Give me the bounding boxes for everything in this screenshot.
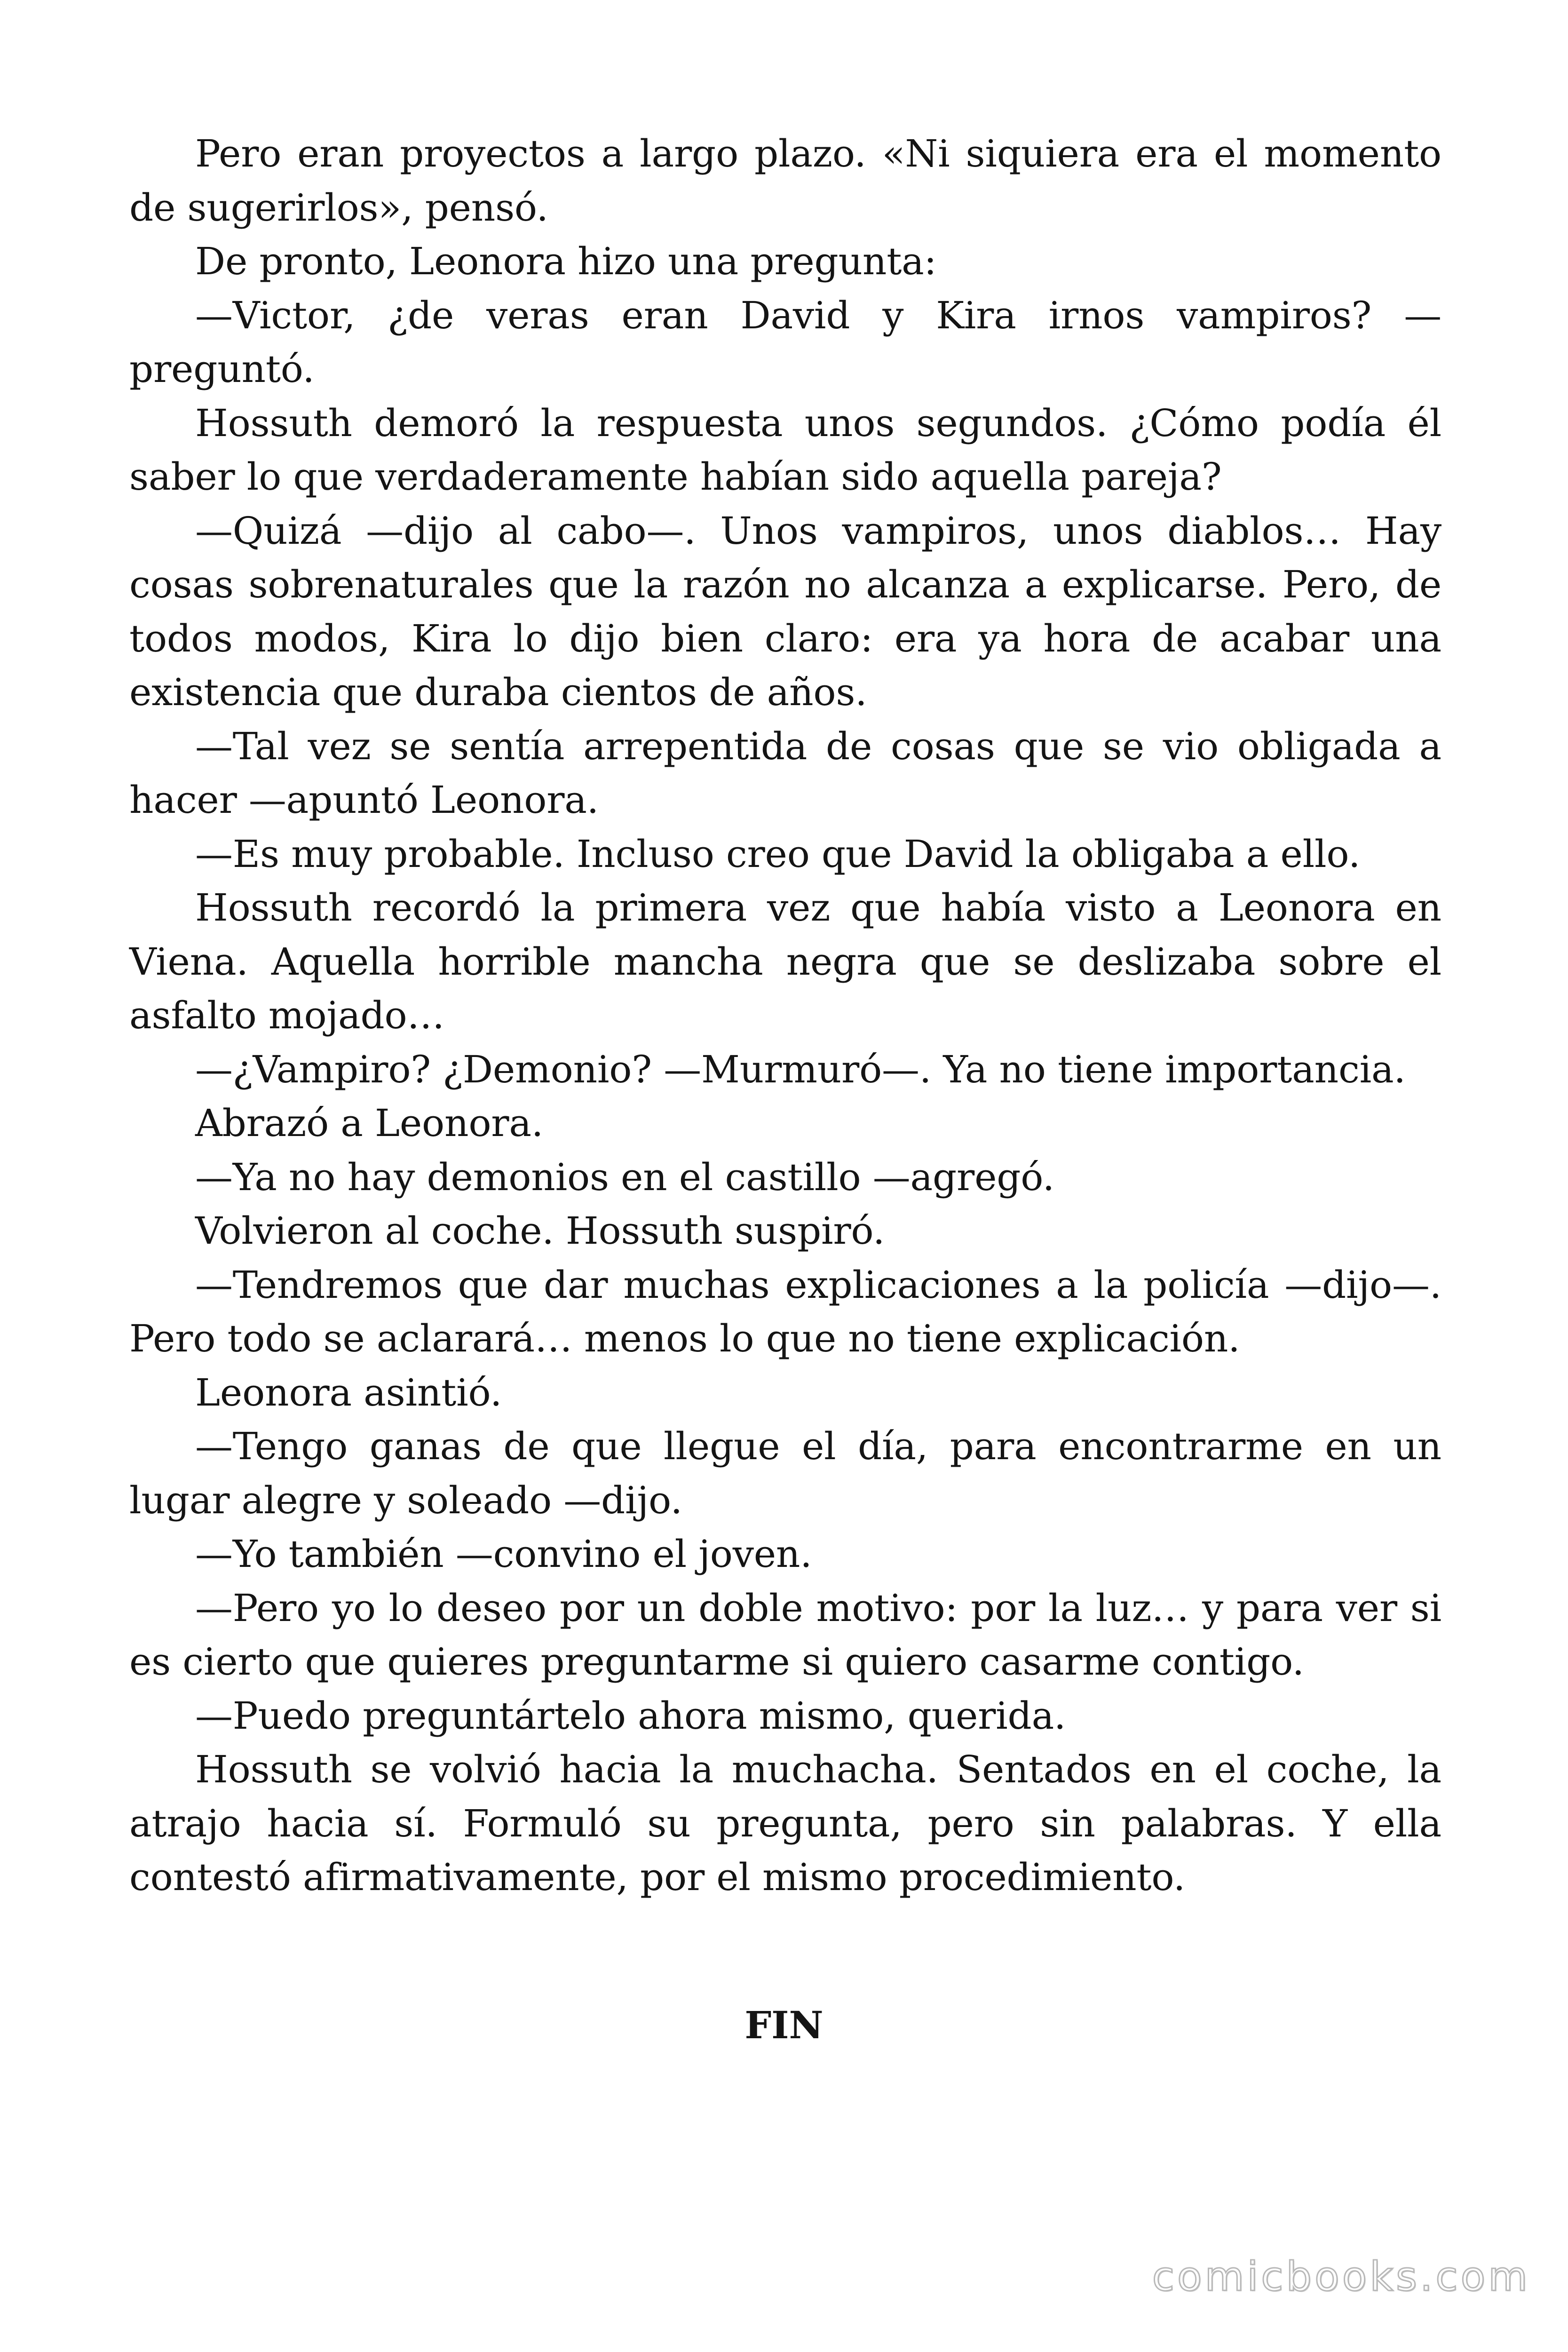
paragraph: —Tal vez se sentía arrepentida de cosas que se vio obligada a hacer —apuntó Leonora. xyxy=(129,724,1441,822)
page-body xyxy=(129,127,1441,1905)
paragraph: Pero eran proyectos a largo plazo. «Ni siquiera era el momento de sugerirlos», pensó. xyxy=(129,132,1441,230)
paragraph: Hossuth recordó la primera vez que había visto a Leonora en Viena. Aquella horrible mancha negra que se deslizaba sobre el asfalto mojado… xyxy=(129,886,1441,1037)
paragraph: —Ya no hay demonios en el castillo —agregó. xyxy=(195,1155,1055,1199)
site-watermark: comicbooks.com xyxy=(1152,2253,1530,2300)
paragraph: —Pero yo lo deseo por un doble motivo: por la luz… y para ver si es cierto que quieres preguntarme si quiero casarme contigo. xyxy=(129,1586,1441,1684)
paragraph: Abrazó a Leonora. xyxy=(195,1101,544,1145)
paragraph: Hossuth demoró la respuesta unos segundos. ¿Cómo podía él saber lo que verdaderamente habían sido aquella pareja? xyxy=(129,401,1441,499)
paragraph: Volvieron al coche. Hossuth suspiró. xyxy=(195,1209,885,1253)
paragraph: —Yo también —convino el joven. xyxy=(195,1532,812,1576)
paragraph: —Es muy probable. Incluso creo que David la obligaba a ello. xyxy=(195,832,1361,876)
paragraph: Leonora asintió. xyxy=(195,1370,502,1414)
ending-heading: FIN xyxy=(744,2003,824,2047)
paragraph: Hossuth se volvió hacia la muchacha. Sentados en el coche, la atrajo hacia sí. Formuló su pregunta, pero sin palabras. Y ella contestó afirmativamente, por el mismo procedimiento. xyxy=(129,1748,1441,1899)
paragraph: —Quizá —dijo al cabo—. Unos vampiros, unos diablos… Hay cosas sobrenaturales que la razón no alcanza a explicarse. Pero, de todos modos, Kira lo dijo bien claro: era ya hora de acabar una existencia que duraba cientos de años. xyxy=(129,509,1441,714)
paragraph: —Victor, ¿de veras eran David y Kira irnos vampiros? —preguntó. xyxy=(129,293,1441,391)
paragraph: —¿Vampiro? ¿Demonio? —Murmuró—. Ya no tiene importancia. xyxy=(195,1047,1406,1091)
paragraph: —Tendremos que dar muchas explicaciones a la policía —dijo—. Pero todo se aclarará… menos lo que no tiene explicación. xyxy=(129,1263,1441,1360)
paragraph: —Puedo preguntártelo ahora mismo, querida. xyxy=(195,1693,1066,1738)
paragraph: De pronto, Leonora hizo una pregunta: xyxy=(195,239,937,283)
paragraph: —Tengo ganas de que llegue el día, para encontrarme en un lugar alegre y soleado —dijo. xyxy=(129,1424,1441,1522)
